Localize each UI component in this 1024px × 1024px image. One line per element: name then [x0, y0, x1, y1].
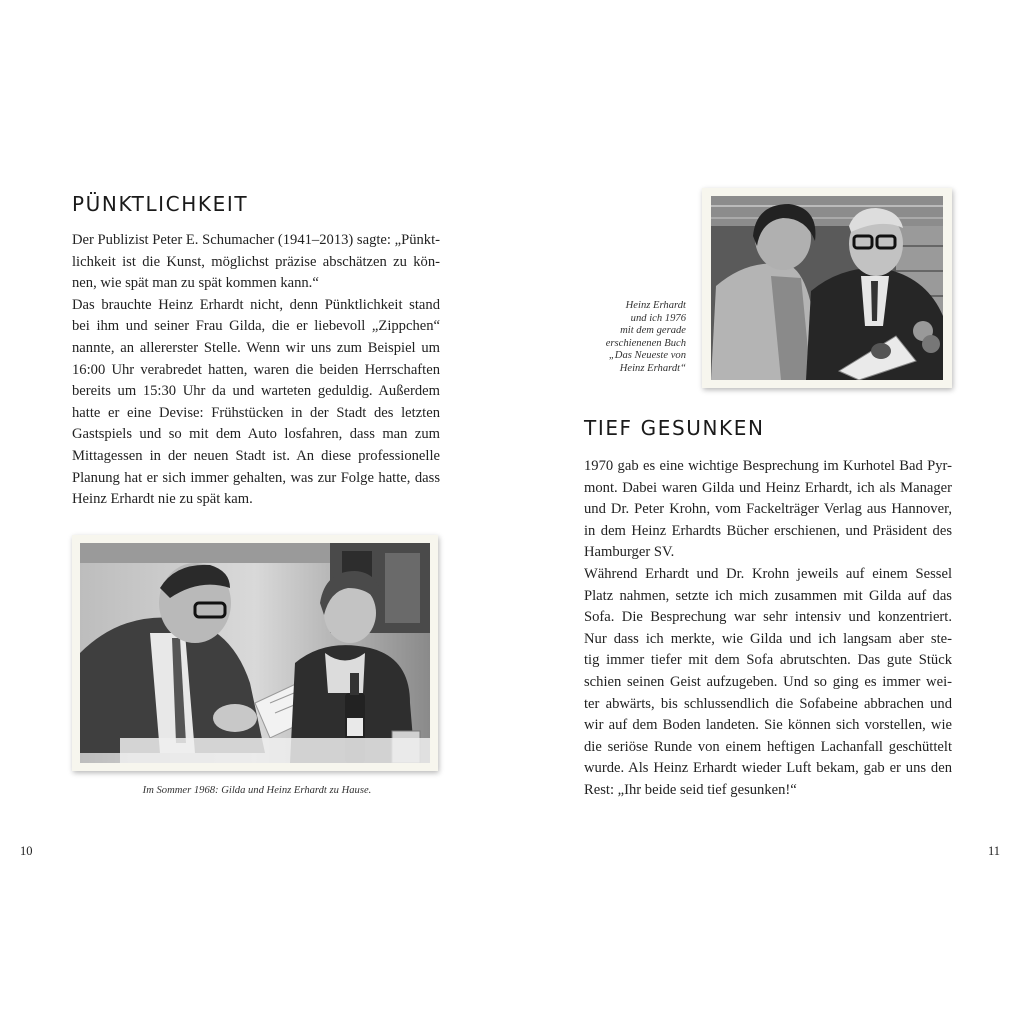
text-line: Der Publizist Peter E. Schumacher (1941–2013) sagte: „Pünkt- [72, 232, 441, 248]
heading-tief-gesunken: TIEF GESUNKEN [584, 416, 765, 440]
text-line: 1970 gab es eine wichtige Besprechung im Kurhotel Bad Pyr- [584, 458, 952, 474]
text-line: 16:00 Uhr verabredet hatten, waren die beiden Herrschaften [72, 361, 440, 378]
text-line: Während Erhardt und Dr. Krohn jeweils auf einem Sessel [584, 565, 952, 582]
text-line: bei ihm und seiner Frau Gilda, die er liebevoll „Zippchen“ [72, 318, 440, 335]
caption-text: Im Sommer 1968: Gilda und Heinz Erhardt zu Hause. [142, 785, 372, 796]
text-line: nannte, an allererster Stelle. Wenn wir uns zum Beispiel um [72, 339, 440, 356]
text-line: Das brauchte Heinz Erhardt nicht, denn Pünktlichkeit stand [72, 296, 440, 313]
text-line: nen, wie spät man zu spät kommen kann.“ [72, 275, 319, 292]
text-line: schien seinen Geist aufzugeben. Und so ging es immer wei- [584, 673, 952, 690]
text-line: Nur dass ich merkte, wie Gilda und ich langsam aber ste- [584, 630, 952, 647]
text-line: Mittagessen in der neuen Stadt ist. An diese professionelle [72, 447, 440, 464]
paragraph-puenktlichkeit [72, 230, 440, 511]
heading-puenktlichkeit: PÜNKTLICHKEIT [72, 192, 249, 216]
caption-text: mit dem gerade [620, 325, 686, 337]
text-line: Heinz Erhardt nie zu spät kam. [72, 491, 253, 508]
text-line: in dem Heinz Erhardts Bücher erschienen, und Präsident des [584, 522, 952, 539]
caption-text: erschienenen Buch [605, 337, 686, 349]
caption-right-photo [560, 300, 686, 376]
text-line: bereits um 15:30 Uhr da und warteten geduldig. Außerdem [72, 383, 440, 400]
caption-text: Heinz Erhardt [625, 300, 686, 311]
text-line: die seriöse Runde von einem heftigen Lachanfall geschüttelt [584, 738, 952, 755]
text-line: wir auf dem Boden landeten. Sie können sich vorstellen, wie [584, 717, 952, 734]
caption-left-photo [72, 785, 442, 798]
photo-gilda-heinz-1968 [72, 535, 438, 771]
text-line: Platz nahmen, setzte ich mich zusammen mit Gilda auf das [584, 587, 952, 604]
text-line: hatte er eine Devise: Frühstücken in der Stadt des letzten [72, 404, 440, 421]
photo-image [711, 196, 943, 380]
text-line: tig immer tiefer mit dem Sofa abrutschten. Das gute Stück [584, 652, 952, 669]
page-number-right: 11 [988, 844, 1001, 858]
photo-image [80, 543, 430, 763]
text-line: Rest: „Ihr beide seid tief gesunken!“ [584, 781, 797, 798]
text-line: Planung hat er sich immer gehalten, was zur Folge hatte, dass [72, 469, 440, 486]
text-line: Hamburger SV. [584, 544, 675, 561]
text-line: ter abwärts, bis schlussendlich die Sofabeine abbrachen und [584, 695, 952, 712]
caption-text: „Das Neueste von [608, 350, 686, 362]
text-line: lichkeit ist die Kunst, möglichst präzise abschätzen zu kön- [72, 253, 440, 270]
page-number-left: 10 [20, 844, 33, 858]
paragraph-tief-gesunken [584, 456, 952, 802]
text-line: und Dr. Peter Krohn, vom Fackelträger Verlag aus Hannover, [584, 501, 952, 518]
text-line: mont. Dabei waren Gilda und Heinz Erhardt, ich als Manager [584, 479, 952, 496]
photo-heinz-and-author-1976 [702, 188, 952, 388]
caption-text: und ich 1976 [630, 312, 686, 324]
text-line: Sofa. Die Besprechung war sehr intensiv und konzentriert. [584, 609, 952, 626]
caption-text: Heinz Erhardt“ [619, 362, 686, 374]
text-line: wurde. Als Heinz Erhardt wieder Luft bekam, gab er uns den [584, 760, 952, 777]
text-line: Gastspiels und so mit dem Auto losfahren, dass man zum [72, 426, 440, 443]
